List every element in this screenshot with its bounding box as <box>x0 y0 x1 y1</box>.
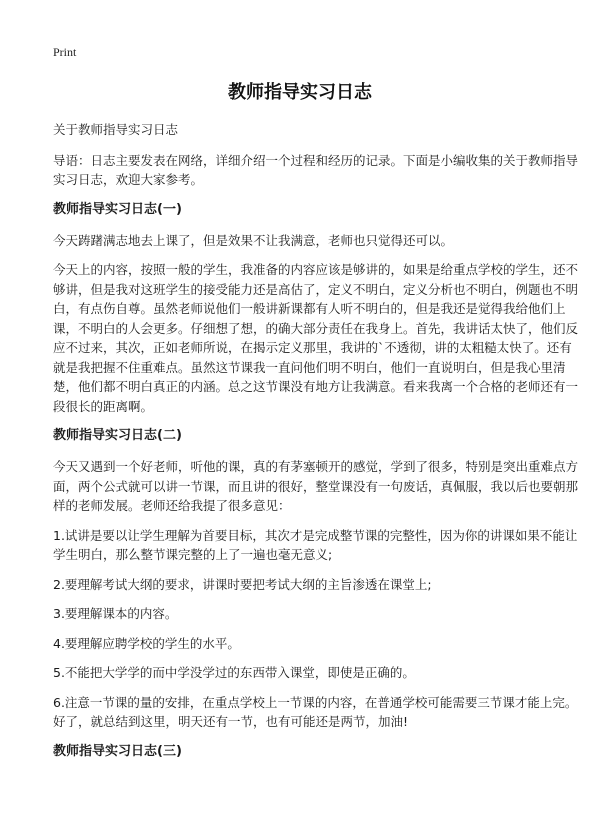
list-item: 3.要理解课本的内容。 <box>53 606 178 621</box>
list-item: 4.要理解应聘学校的学生的水平。 <box>53 635 240 651</box>
list-item: 6.注意一节课的量的安排，在重点学校上一节课的内容，在普通学校可能需要三节课才能上完。好了，就总结到这里，明天还有一节，也有可能还是两节，加油! <box>53 694 578 729</box>
page-title: 教师指导实习日志 <box>228 82 372 103</box>
article-body <box>53 120 581 773</box>
print-link[interactable]: Print <box>53 45 77 59</box>
section-heading: 教师指导实习日志(三) <box>53 743 182 759</box>
paragraph: 今天踌躇满志地去上课了，但是效果不让我满意，老师也只觉得还可以。 <box>53 232 454 248</box>
article-lead: 导语：日志主要发表在网络，详细介绍一个过程和经历的记录。下面是小编收集的关于教师指导实习日志，欢迎大家参考。 <box>53 152 579 187</box>
section-heading: 教师指导实习日志(二) <box>53 428 182 443</box>
list-item: 1.试讲是要以让学生理解为首要目标，其次才是完成整节课的完整性，因为你的讲课如果不能让学生明白，那么整节课完整的上了一遍也毫无意义; <box>53 527 578 562</box>
section-heading: 教师指导实习日志(一) <box>53 201 182 217</box>
article-subtitle: 关于教师指导实习日志 <box>53 122 179 137</box>
list-item: 2.要理解考试大纲的要求，讲课时要把考试大纲的主旨渗透在课堂上; <box>53 576 432 592</box>
list-item: 5.不能把大学学的而中学没学过的东西带入课堂，即使是正确的。 <box>53 665 415 680</box>
paragraph: 今天又遇到一个好老师，听他的课，真的有茅塞顿开的感觉，学到了很多，特别是突出重难点方面，两个公式就可以讲一节课，而且讲的很好，整堂课没有一句废话，真佩服，我以后也要朝那样的老师发展。老师还给我提了很多意见： <box>53 459 579 513</box>
paragraph: 今天上的内容，按照一般的学生，我准备的内容应该是够讲的，如果是给重点学校的学生，还不够讲，但是我对这班学生的接受能力还是高估了，定义不明白，定义分析也不明白，例题也不明白，有点伤自尊。虽然老师说他们一般讲新课都有人听不明白的，但是我还是觉得我给他们上课，不明白的人会更多。仔细想了想，的确大部分责任在我身上。首先，我讲话太快了，他们反应不过来，其次，正如老师所说，在揭示定义那里，我讲的`不透彻，讲的太粗糙太快了。还有就是我把握不住重难点。虽然这节课我一直问他们明不明白，他们一直说明白，但是我心里清楚，他们都不明白真正的内涵。总之这节课没有地方让我满意。看来我离一个合格的老师还有一段很长的距离啊。 <box>53 262 579 414</box>
